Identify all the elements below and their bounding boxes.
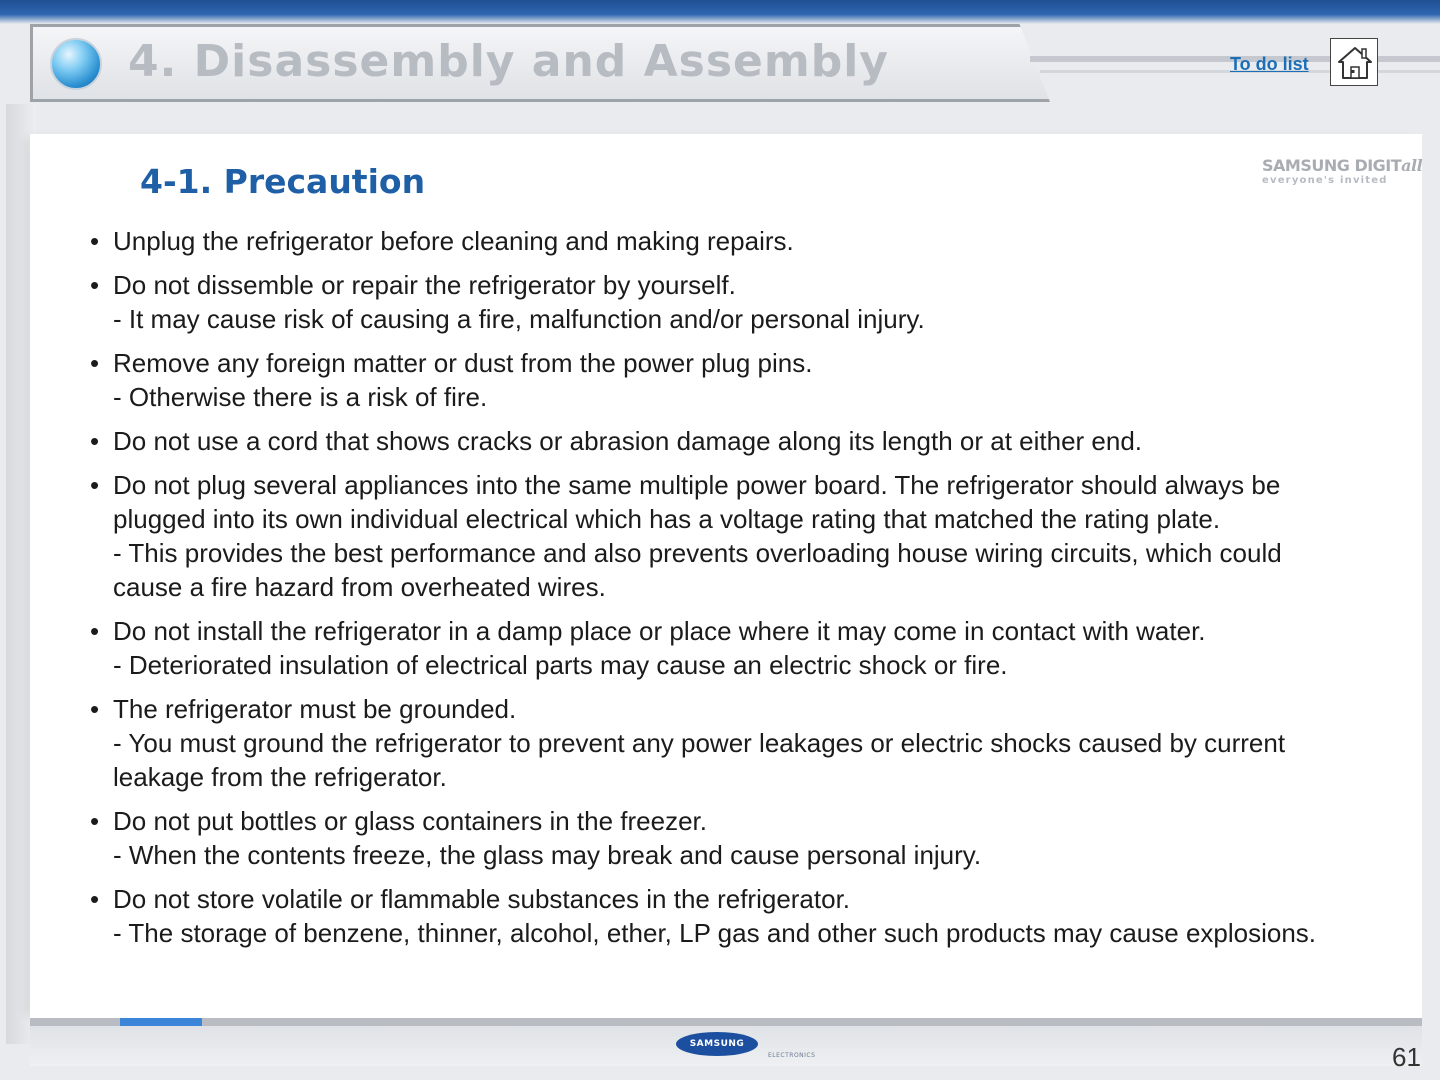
brand-logo-suffix: all — [1401, 156, 1423, 175]
list-item-line: Do not install the refrigerator in a damp place or place where it may come in contact with water. — [113, 616, 1206, 646]
list-item-note: - Deteriorated insulation of electrical parts may cause an electric shock or fire. — [113, 650, 1008, 680]
bullet-icon: • — [90, 884, 100, 914]
list-item-note: - When the contents freeze, the glass may break and cause personal injury. — [113, 840, 982, 870]
section-title: 4-1. Precaution — [140, 162, 426, 201]
list-item-line: Remove any foreign matter or dust from the power plug pins. — [113, 348, 813, 378]
list-item — [90, 692, 1410, 794]
footer-logo — [676, 1030, 816, 1066]
list-item-text — [90, 224, 1410, 258]
list-item — [90, 224, 1410, 258]
bottom-accent — [120, 1018, 202, 1026]
bottom-bar — [30, 1018, 1422, 1026]
bullet-icon: • — [90, 616, 100, 646]
list-item-text — [90, 424, 1410, 458]
footer-logo-sub: ELECTRONICS — [768, 1052, 816, 1059]
list-item-line: Do not dissemble or repair the refrigerator by yourself. — [113, 270, 736, 300]
list-item-text — [90, 502, 1410, 536]
list-item — [90, 614, 1410, 682]
page-title: 4. Disassembly and Assembly — [128, 36, 889, 87]
list-item — [90, 424, 1410, 458]
list-item-line: Do not store volatile or flammable substances in the refrigerator. — [113, 884, 851, 914]
brand-logo — [1262, 156, 1423, 196]
top-strip — [0, 0, 1440, 24]
list-item-line: plugged into its own individual electrical which has a voltage rating that matched the rating plate. — [113, 504, 1221, 534]
orb-icon — [50, 38, 102, 90]
list-item-note: - The storage of benzene, thinner, alcohol, ether, LP gas and other such products may cause explosions. — [113, 918, 1317, 948]
bullet-icon: • — [90, 470, 100, 500]
list-item-note: - Otherwise there is a risk of fire. — [113, 382, 488, 412]
bullet-icon: • — [90, 694, 100, 724]
list-item-text — [90, 804, 1410, 838]
list-item-line: Do not plug several appliances into the same multiple power board. The refrigerator should always be — [113, 470, 1281, 500]
list-item-text — [90, 614, 1410, 648]
precaution-list — [90, 224, 1410, 960]
list-item-text — [90, 882, 1410, 916]
list-item-line: Do not use a cord that shows cracks or abrasion damage along its length or at either end. — [113, 426, 1143, 456]
bullet-icon: • — [90, 270, 100, 300]
list-item-text — [90, 468, 1410, 502]
list-item-text — [90, 346, 1410, 380]
header-bar — [30, 24, 1440, 104]
list-item-note: - You must ground the refrigerator to prevent any power leakages or electric shocks caused by current — [113, 728, 1286, 758]
list-item-line: Unplug the refrigerator before cleaning and making repairs. — [113, 226, 794, 256]
list-item — [90, 468, 1410, 604]
bullet-icon: • — [90, 226, 100, 256]
list-item-text — [90, 692, 1410, 726]
home-icon — [1335, 43, 1375, 83]
list-item-note: - This provides the best performance and also prevents overloading house wiring circuits, which could — [113, 538, 1282, 568]
brand-tagline: everyone's invited — [1262, 175, 1388, 186]
bullet-icon: • — [90, 426, 100, 456]
list-item-line: The refrigerator must be grounded. — [113, 694, 517, 724]
list-item — [90, 882, 1410, 950]
todo-list-link[interactable]: To do list — [1230, 54, 1309, 74]
list-item — [90, 268, 1410, 336]
list-item-text — [90, 268, 1410, 302]
list-item-line: Do not put bottles or glass containers in the freezer. — [113, 806, 708, 836]
page-number: 61 — [1392, 1042, 1421, 1072]
bullet-icon: • — [90, 806, 100, 836]
list-item — [90, 804, 1410, 872]
list-item-note: - It may cause risk of causing a fire, malfunction and/or personal injury. — [113, 304, 925, 334]
brand-logo-text: SAMSUNG DIGIT — [1262, 156, 1402, 175]
list-item-note: leakage from the refrigerator. — [113, 762, 447, 792]
home-button[interactable] — [1330, 38, 1378, 86]
list-item — [90, 346, 1410, 414]
bullet-icon: • — [90, 348, 100, 378]
footer-logo-oval: SAMSUNG — [676, 1032, 758, 1056]
list-item-note: cause a fire hazard from overheated wires. — [113, 572, 606, 602]
